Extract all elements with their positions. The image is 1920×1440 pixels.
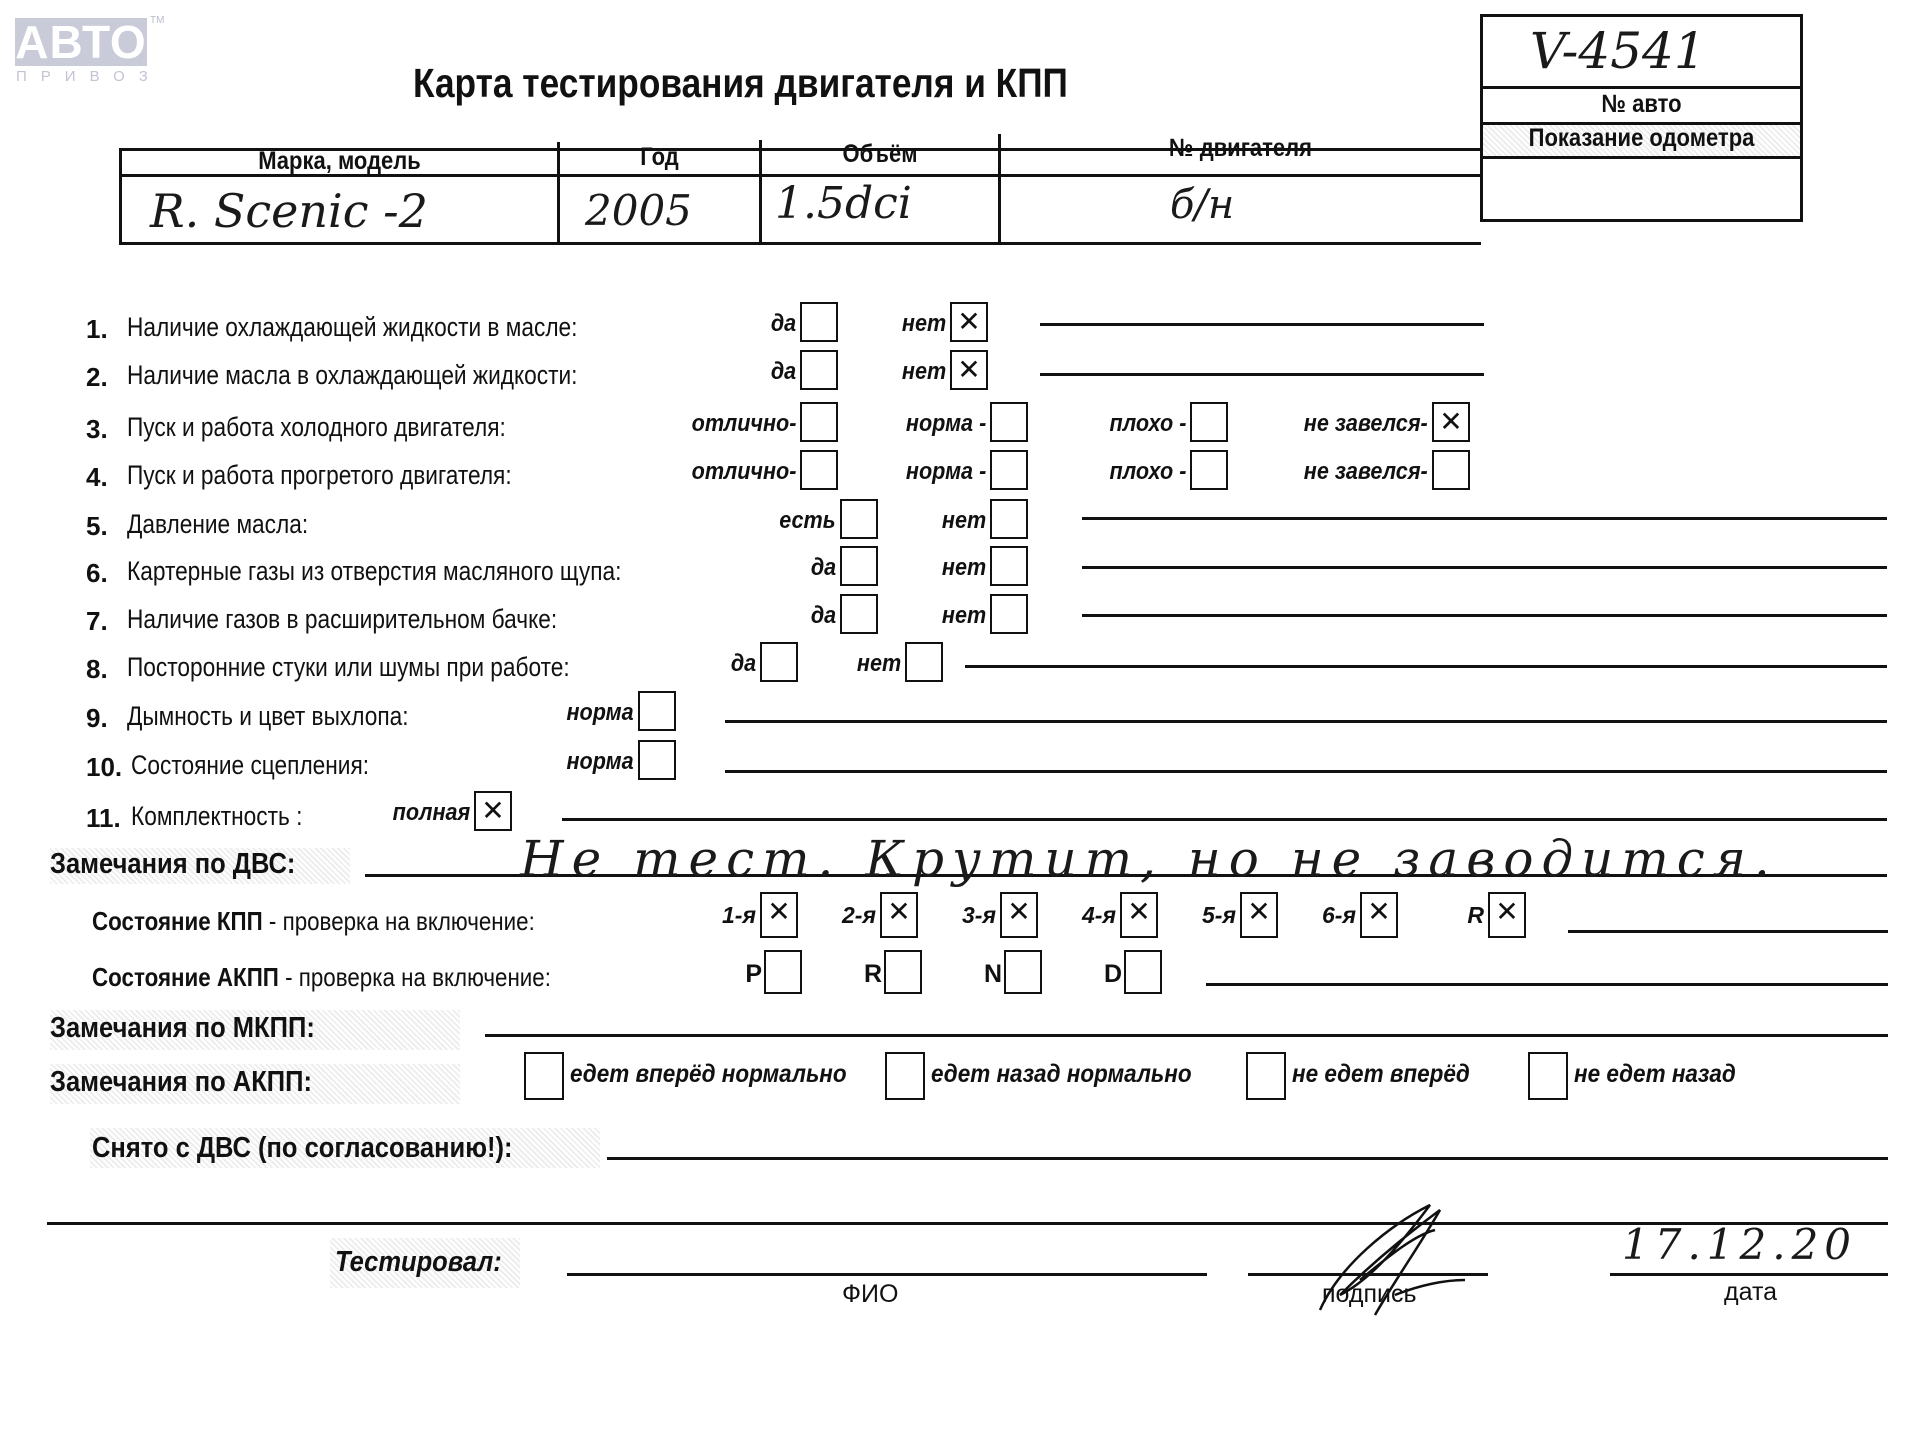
car-number-value[interactable]: V-4541 — [1530, 22, 1706, 80]
akpp-label: Состояние АКПП - проверка на включение: — [92, 962, 551, 992]
kpp-label: Состояние КПП - проверка на включение: — [92, 906, 535, 936]
option-label: нет — [941, 554, 986, 581]
akpp-remark-label: едет назад нормально — [931, 1060, 1192, 1088]
option-label: нет — [901, 358, 946, 385]
akpp-mode-checkbox[interactable] — [1004, 950, 1042, 994]
option-label: плохо - — [1109, 458, 1186, 485]
volume-value[interactable]: 1.5dci — [775, 178, 912, 229]
removed-label: Снято с ДВС (по согласованию!): — [92, 1132, 513, 1164]
option-label: нет — [941, 507, 986, 534]
question-text: Комплектность : — [131, 801, 303, 831]
logo-trademark: TM — [150, 15, 165, 26]
question-number: 5. — [86, 511, 108, 541]
option-label: норма — [566, 748, 634, 775]
akpp-remark-label: не едет назад — [1574, 1060, 1736, 1088]
question-text: Посторонние стуки или шумы при работе: — [127, 652, 570, 682]
question-text: Состояние сцепления: — [131, 750, 370, 780]
option-checkbox[interactable] — [950, 302, 988, 342]
mkpp-remarks-field[interactable] — [485, 1034, 1888, 1037]
akpp-remark-checkbox[interactable] — [524, 1052, 564, 1100]
dvs-remarks-label: Замечания по ДВС: — [50, 848, 296, 880]
akpp-remark-checkbox[interactable] — [885, 1052, 925, 1100]
engine-no-value[interactable]: б/н — [1170, 182, 1235, 228]
gear-label: R — [1467, 902, 1484, 928]
question-text: Пуск и работа холодного двигателя: — [127, 412, 506, 442]
option-checkbox[interactable] — [990, 499, 1028, 539]
header-volume: Объём — [842, 140, 918, 168]
option-label: да — [810, 554, 836, 581]
option-checkbox[interactable] — [1432, 450, 1470, 490]
gear-label: 2-я — [842, 902, 876, 928]
gear-checkbox[interactable] — [880, 892, 918, 938]
akpp-mode-label: R — [863, 960, 882, 988]
gear-checkbox[interactable] — [1000, 892, 1038, 938]
akpp-remark-checkbox[interactable] — [1246, 1052, 1286, 1100]
date-field[interactable] — [1610, 1273, 1888, 1276]
option-checkbox[interactable] — [990, 450, 1028, 490]
option-label: есть — [779, 507, 836, 534]
question-number: 10. — [86, 752, 123, 782]
question-number: 1. — [86, 314, 108, 344]
option-label: плохо - — [1109, 410, 1186, 437]
option-label: нет — [941, 602, 986, 629]
page-title: Карта тестирования двигателя и КПП — [413, 60, 1068, 106]
gear-label: 5-я — [1202, 902, 1236, 928]
signature-caption: подпись — [1322, 1280, 1417, 1308]
tested-by-label: Тестировал: — [335, 1246, 502, 1278]
option-checkbox[interactable] — [1190, 402, 1228, 442]
option-checkbox[interactable] — [990, 546, 1028, 586]
question-text: Дымность и цвет выхлопа: — [127, 701, 409, 731]
option-checkbox[interactable] — [990, 402, 1028, 442]
separator — [47, 1222, 1888, 1225]
removed-field[interactable] — [607, 1157, 1888, 1160]
logo-subtitle: ПРИВОЗ — [16, 68, 162, 85]
header-engine-no: № двигателя — [1169, 134, 1312, 162]
option-checkbox[interactable] — [800, 402, 838, 442]
option-checkbox[interactable] — [800, 450, 838, 490]
option-label: норма - — [905, 410, 986, 437]
akpp-mode-checkbox[interactable] — [884, 950, 922, 994]
gear-checkbox[interactable] — [1240, 892, 1278, 938]
header-year: Год — [640, 143, 679, 171]
option-checkbox[interactable] — [840, 594, 878, 634]
option-checkbox[interactable] — [638, 740, 676, 780]
question-text: Давление масла: — [127, 509, 309, 539]
car-number-label: № авто — [1601, 90, 1682, 118]
option-label: отлично- — [691, 410, 796, 437]
option-label: да — [770, 310, 796, 337]
akpp-remarks-label: Замечания по АКПП: — [50, 1066, 312, 1098]
akpp-remark-checkbox[interactable] — [1528, 1052, 1568, 1100]
question-number: 9. — [86, 703, 108, 733]
option-label: нет — [901, 310, 946, 337]
date-caption: дата — [1724, 1278, 1778, 1306]
option-label: не завелся- — [1304, 410, 1428, 437]
option-checkbox[interactable] — [800, 350, 838, 390]
fio-field[interactable] — [567, 1273, 1207, 1276]
option-label: норма — [566, 699, 634, 726]
akpp-mode-label: P — [745, 960, 762, 988]
question-number: 3. — [86, 414, 108, 444]
question-number: 7. — [86, 606, 108, 636]
option-label: да — [770, 358, 796, 385]
mkpp-remarks-label: Замечания по МКПП: — [50, 1012, 315, 1044]
option-label: норма - — [905, 458, 986, 485]
odometer-label: Показание одометра — [1528, 124, 1755, 152]
option-label: нет — [856, 650, 901, 677]
question-text: Пуск и работа прогретого двигателя: — [127, 460, 512, 490]
gear-checkbox[interactable] — [1360, 892, 1398, 938]
akpp-mode-label: N — [983, 960, 1002, 988]
option-checkbox[interactable] — [905, 642, 943, 682]
akpp-remark-label: не едет вперёд — [1292, 1060, 1470, 1088]
option-checkbox[interactable] — [1190, 450, 1228, 490]
option-checkbox[interactable] — [638, 691, 676, 731]
option-label: да — [730, 650, 756, 677]
gear-checkbox[interactable] — [1120, 892, 1158, 938]
option-label: да — [810, 602, 836, 629]
fio-caption: ФИО — [842, 1280, 899, 1308]
option-label: не завелся- — [1304, 458, 1428, 485]
question-number: 4. — [86, 462, 108, 492]
gear-checkbox[interactable] — [760, 892, 798, 938]
option-checkbox[interactable] — [840, 499, 878, 539]
option-checkbox[interactable] — [474, 791, 512, 831]
option-label: полная — [392, 799, 470, 826]
gear-label: 3-я — [962, 902, 996, 928]
option-checkbox[interactable] — [1432, 402, 1470, 442]
gear-checkbox[interactable] — [1488, 892, 1526, 938]
year-value[interactable]: 2005 — [585, 186, 692, 235]
brand-logo: АВТО — [15, 16, 147, 68]
question-number: 11. — [86, 803, 121, 833]
date-value[interactable]: 17.12.20 — [1622, 1220, 1858, 1269]
odometer-field[interactable] — [1483, 160, 1800, 218]
question-number: 6. — [86, 558, 108, 588]
question-text: Наличие масла в охлаждающей жидкости: — [127, 360, 578, 390]
option-checkbox[interactable] — [950, 350, 988, 390]
akpp-mode-label: D — [1103, 960, 1122, 988]
option-checkbox[interactable] — [760, 642, 798, 682]
header-make-model: Марка, модель — [258, 147, 421, 175]
signature-scribble — [1300, 1185, 1520, 1325]
gear-label: 4-я — [1082, 902, 1116, 928]
question-number: 2. — [86, 362, 108, 392]
option-label: отлично- — [691, 458, 796, 485]
option-checkbox[interactable] — [840, 546, 878, 586]
akpp-remark-label: едет вперёд нормально — [570, 1060, 847, 1088]
akpp-mode-checkbox[interactable] — [764, 950, 802, 994]
question-text: Наличие охлаждающей жидкости в масле: — [127, 312, 578, 342]
akpp-mode-checkbox[interactable] — [1124, 950, 1162, 994]
dvs-remarks-value[interactable]: Не тест. Крутит, но не заводится. — [520, 830, 1778, 888]
question-text: Наличие газов в расширительном бачке: — [127, 604, 558, 634]
make-model-value[interactable]: R. Scenic -2 — [150, 184, 428, 238]
option-checkbox[interactable] — [800, 302, 838, 342]
option-checkbox[interactable] — [990, 594, 1028, 634]
question-text: Картерные газы из отверстия масляного щупа: — [127, 556, 622, 586]
gear-label: 1-я — [722, 902, 756, 928]
gear-label: 6-я — [1322, 902, 1356, 928]
question-number: 8. — [86, 654, 108, 684]
